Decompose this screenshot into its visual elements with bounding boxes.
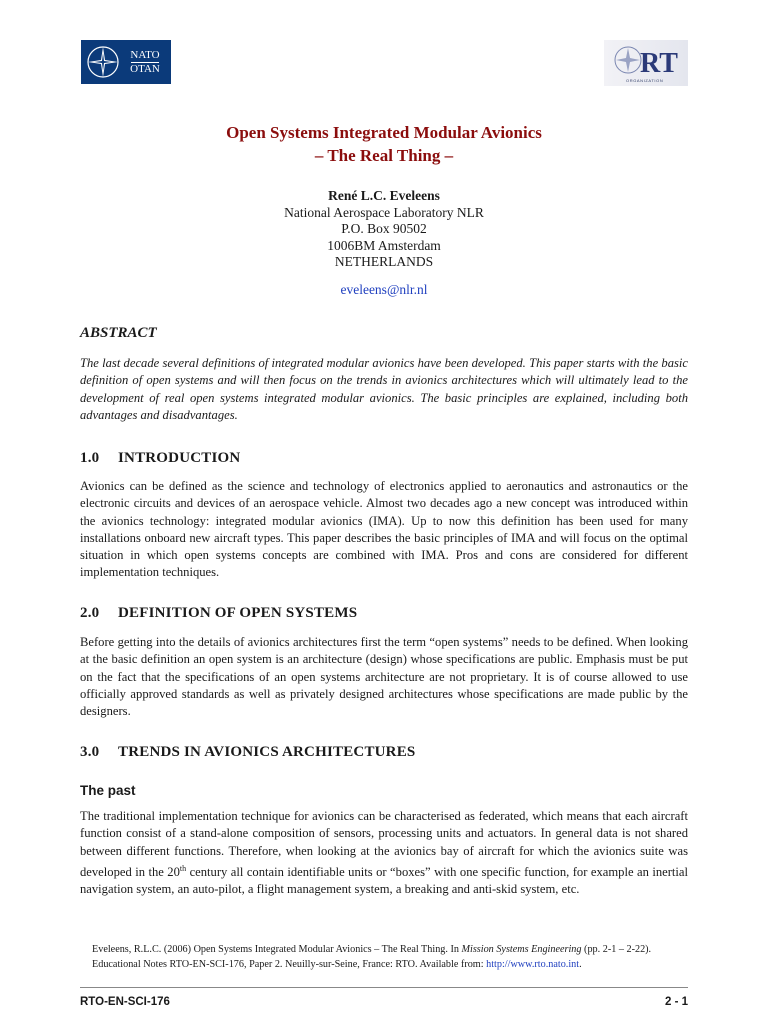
the-past-text-part1: The traditional implementation technique for avionics can be characterised as federated, which means that each aircraft function consist of a stand-alone composition of sensors, processing units and actuators. In general data is not shared between different functions. Therefore, when looking at the avionics bay of aircraft for which the avionics suite was developed in the 20 xyxy=(80,809,688,880)
the-past-text-part2: century all contain identifiable units or “boxes” with one specific function, for example an inertial navigation system, an auto-pilot, a flight management system, a breaking and anti-skid system, etc. xyxy=(80,865,688,897)
author-block xyxy=(0,188,768,298)
citation-footnote xyxy=(92,943,688,972)
section-number: 1.0 xyxy=(80,450,100,466)
the-past-superscript: th xyxy=(179,863,187,873)
author-city: 1006BM Amsterdam xyxy=(327,237,441,253)
introduction-text: Avionics can be defined as the science and technology of electronics applied to aeronautics and astronautics or the electronic circuits and devices of an aerospace vehicle. Almost two decades ago a new concept was introduced within the avionics technology: integrated modular avionics (IMA). Up to now this definition has been used for many installations onboard new aircraft types. This paper describes the basic principles of IMA and will focus on the optimal situation in which open systems concepts are combined with IMA. Pros and cons are considered for different implementation techniques. xyxy=(80,479,688,580)
section-title: INTRODUCTION xyxy=(118,450,241,466)
the-past-text xyxy=(80,808,688,899)
nato-logo-text xyxy=(125,49,165,76)
rto-logo-caption: ORGANIZATION xyxy=(626,78,664,83)
footnote-book-title: Mission Systems Engineering xyxy=(461,944,582,955)
svg-text:RT: RT xyxy=(640,48,678,79)
nato-logo-word-bottom: OTAN xyxy=(130,62,160,75)
section-heading-introduction xyxy=(80,450,688,467)
abstract-heading: ABSTRACT xyxy=(80,325,157,341)
author-country: NETHERLANDS xyxy=(334,254,434,269)
nato-star-icon xyxy=(81,40,125,84)
author-affiliation: National Aerospace Laboratory NLR xyxy=(284,204,484,220)
paper-title xyxy=(0,121,768,167)
section-number: 2.0 xyxy=(80,605,100,621)
footer-divider xyxy=(80,987,688,988)
section-number: 3.0 xyxy=(80,744,100,760)
paper-title-line1: Open Systems Integrated Modular Avionics xyxy=(226,123,542,142)
section-title: TRENDS IN AVIONICS ARCHITECTURES xyxy=(118,744,416,760)
footer-page-number: 2 - 1 xyxy=(664,996,688,1008)
author-email-link[interactable]: eveleens@nlr.nl xyxy=(340,281,428,297)
rto-logo xyxy=(604,40,688,86)
footnote-link[interactable]: http://www.rto.nato.int xyxy=(486,958,580,970)
section-heading-trends xyxy=(80,744,688,761)
nato-logo xyxy=(81,40,171,84)
subheading-the-past: The past xyxy=(80,783,136,798)
paper-title-line2: – The Real Thing – xyxy=(314,146,454,165)
section-title: DEFINITION OF OPEN SYSTEMS xyxy=(118,605,358,621)
section-heading-open-systems xyxy=(80,605,688,622)
footer-document-code: RTO-EN-SCI-176 xyxy=(80,996,170,1008)
author-po-box: P.O. Box 90502 xyxy=(341,221,427,236)
abstract-text: The last decade several definitions of integrated modular avionics have been developed. This paper starts with the basic definition of open systems and will then focus on the trends in avionics architectures which will ultimately lead to the development of real open systems integrated modular avionics. The basic principles are explained, including both advantages and disadvantages. xyxy=(80,356,688,422)
author-name: René L.C. Eveleens xyxy=(328,188,440,203)
footnote-part1: Eveleens, R.L.C. (2006) Open Systems Integrated Modular Avionics – The Real Thing. In xyxy=(92,944,462,955)
footnote-part2: (pp. 2-1 – 2-22). Educational Notes RTO-EN-SCI-176, Paper 2. Neuilly-sur-Seine, France: RTO. Available from: xyxy=(92,944,652,970)
open-systems-text: Before getting into the details of avionics architectures first the term “open systems” needs to be defined. When looking at the basic definition an open system is an architecture (design) whose specifications are public. Emphasis must be put on the fact that the specifications of an open systems architecture are not proprietary. It is of course allowed to use officially approved standards as well as privately designed architectures whose specifications are made public by the designers. xyxy=(80,635,688,719)
footnote-part3: . xyxy=(579,958,582,970)
nato-logo-word-top: NATO xyxy=(130,48,160,61)
